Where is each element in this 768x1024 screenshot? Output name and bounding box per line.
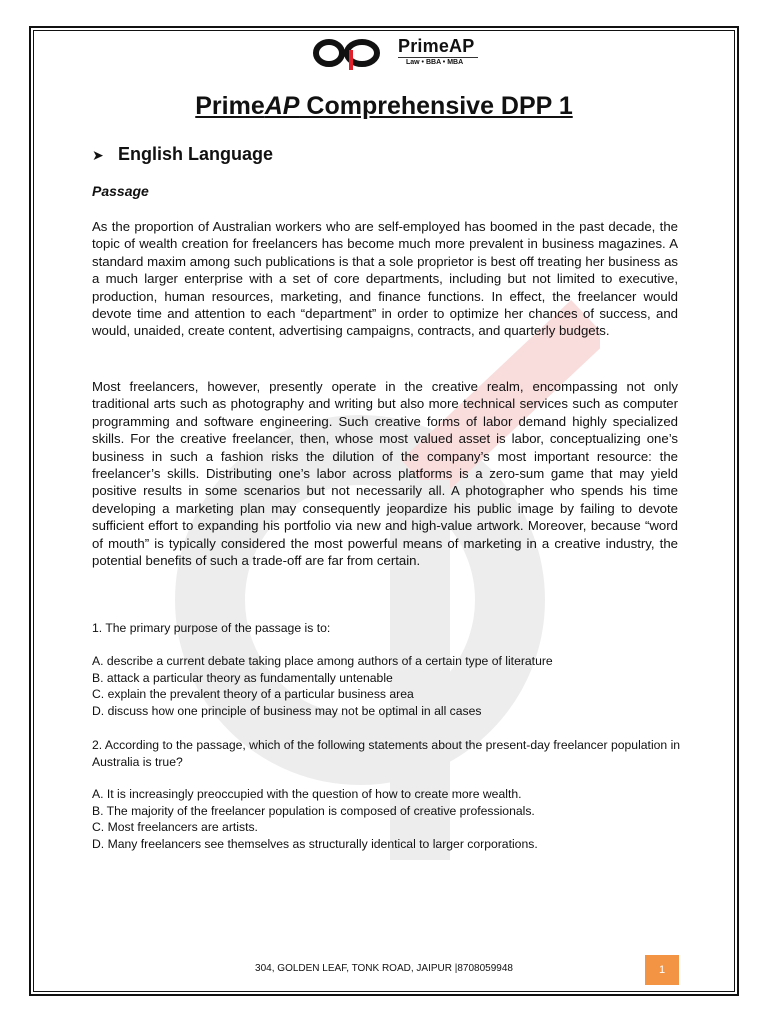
footer-address: 304, GOLDEN LEAF, TONK ROAD, JAIPUR |8708059948 bbox=[255, 963, 513, 974]
brand-divider bbox=[398, 57, 478, 58]
option-2b: B. The majority of the freelancer population is composed of creative professionals. bbox=[92, 803, 535, 818]
document-title bbox=[0, 92, 768, 121]
option-1c: C. explain the prevalent theory of a particular business area bbox=[92, 687, 414, 702]
section-heading bbox=[92, 144, 273, 165]
question-2: 2. According to the passage, which of the following statements about the present-day freelancer population in Australia is true? bbox=[92, 738, 681, 769]
question-1: 1. The primary purpose of the passage is to: bbox=[92, 621, 331, 635]
option-1a: A. describe a current debate taking place among authors of a certain type of literature bbox=[92, 654, 553, 668]
brand-logo bbox=[312, 36, 482, 72]
option-2a: A. It is increasingly preoccupied with the question of how to create more wealth. bbox=[92, 787, 522, 801]
title-part-rest: Comprehensive DPP 1 bbox=[299, 92, 573, 120]
primeap-logo-icon bbox=[312, 36, 384, 70]
question-1-options bbox=[92, 653, 692, 719]
title-part-ap: AP bbox=[264, 92, 300, 120]
option-1d: D. discuss how one principle of business may not be optimal in all cases bbox=[92, 703, 482, 718]
passage-paragraph-1: As the proportion of Australian workers who are self-employed has boomed in the past decade, the topic of wealth creation for freelancers has become much more prevalent in business magazines. A standard maxim among such publications is that a sole proprietor is best off treating her business as a much larger enterprise with a set of core departments, including but not limited to executive, production, human resources, marketing, and finance functions. In effect, the freelancer would devote time and attention to each “department” in order to optimize her chances of success, and would, unaided, create content, advertising campaigns, contracts, and quarterly budgets. bbox=[92, 219, 678, 339]
arrowhead-bullet-icon: ➤ bbox=[92, 147, 104, 163]
section-title: English Language bbox=[118, 144, 274, 164]
passage-label: Passage bbox=[92, 183, 149, 199]
question-2-options bbox=[92, 786, 692, 852]
brand-name: PrimeAP bbox=[398, 36, 475, 56]
passage-paragraph-2: Most freelancers, however, presently operate in the creative realm, encompassing not only traditional arts such as photography and writing but also more technical services such as computer programming and software engineering. Such creative forms of labor demand highly specialized skills. For the creative freelancer, then, whose most valued asset is labor, conceptualizing one’s business in such a fashion risks the dilution of the company’s most important resource: the freelancer’s skills. Distributing one’s labor across platforms is a zero-sum game that may yield positive results in some scenarios but not necessarily all. A photographer who spends his time developing a marketing plan may consequently jeopardize his public image by failing to devote sufficient effort to expanding his portfolio via new and high-value artwork. Moreover, because “word of mouth” is typically considered the most powerful means of marketing in a creative industry, the potential benefits of such a trade-off are far from certain. bbox=[92, 379, 678, 569]
option-1b: B. attack a particular theory as fundamentally untenable bbox=[92, 670, 393, 685]
title-part-prime: Prime bbox=[195, 92, 265, 120]
page-number: 1 bbox=[645, 955, 679, 985]
brand-tagline: Law • BBA • MBA bbox=[406, 59, 464, 66]
option-2c: C. Most freelancers are artists. bbox=[92, 820, 258, 835]
option-2d: D. Many freelancers see themselves as structurally identical to larger corporations. bbox=[92, 836, 538, 851]
